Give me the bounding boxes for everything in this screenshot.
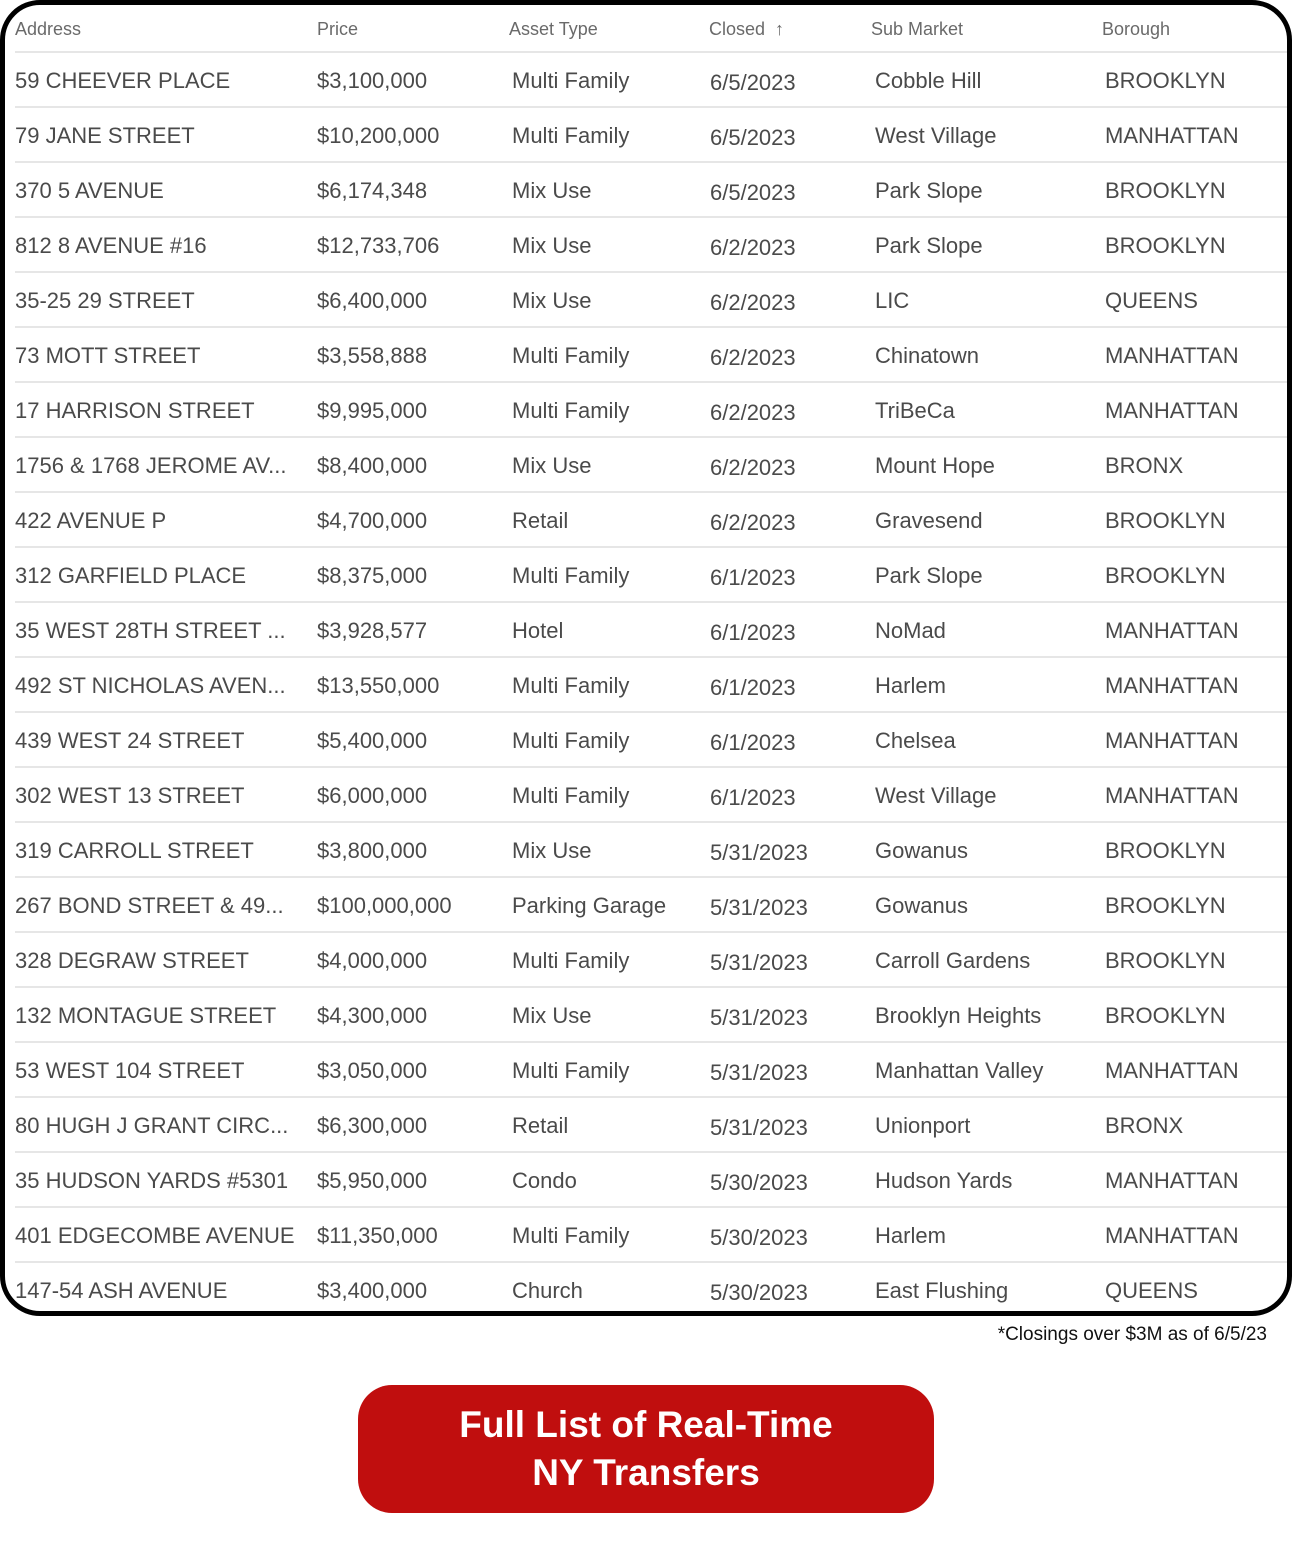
table-row[interactable] [15,603,1287,658]
cell-closed: 6/2/2023 [710,345,796,370]
header-address[interactable]: Address [15,19,82,39]
cell-borough: BROOKLYN [1105,948,1226,973]
cell-asset-type: Church [512,1278,583,1303]
table-row[interactable] [15,53,1287,108]
cell-asset-type: Multi Family [512,1058,630,1083]
table-row[interactable] [15,273,1287,328]
cell-asset-type: Parking Garage [512,893,667,918]
cell-sub-market: West Village [875,783,997,808]
cell-price: $6,300,000 [317,1113,428,1138]
cell-price: $3,100,000 [317,68,428,93]
cell-borough: MANHATTAN [1105,1058,1239,1083]
cell-closed: 6/2/2023 [710,510,796,535]
cell-address: 79 JANE STREET [15,123,195,148]
cell-closed: 6/2/2023 [710,290,796,315]
cell-closed: 6/1/2023 [710,565,796,590]
cell-price: $8,375,000 [317,563,428,588]
cell-price: $6,400,000 [317,288,428,313]
header-price[interactable]: Price [317,19,359,39]
table-row[interactable] [15,1098,1287,1153]
cell-sub-market: LIC [875,288,910,313]
cell-closed: 5/30/2023 [710,1170,808,1195]
cell-asset-type: Multi Family [512,1223,630,1248]
sort-ascending-icon: ↑ [775,19,785,39]
cell-asset-type: Multi Family [512,563,630,588]
cell-sub-market: NoMad [875,618,946,643]
cell-sub-market: Gowanus [875,838,968,863]
cell-price: $6,000,000 [317,783,428,808]
cell-address: 53 WEST 104 STREET [15,1058,245,1083]
cell-borough: MANHATTAN [1105,1168,1239,1193]
cell-price: $11,350,000 [317,1223,438,1248]
cell-closed: 6/5/2023 [710,70,796,95]
cell-sub-market: Park Slope [875,233,983,258]
cell-asset-type: Mix Use [512,288,592,313]
cell-price: $4,000,000 [317,948,428,973]
table-row[interactable] [15,988,1287,1043]
cell-price: $6,174,348 [317,178,428,203]
cell-closed: 6/1/2023 [710,620,796,645]
cell-price: $9,995,000 [317,398,428,423]
table-row[interactable] [15,438,1287,493]
cell-sub-market: Unionport [875,1113,971,1138]
cell-asset-type: Mix Use [512,233,592,258]
cell-closed: 5/30/2023 [710,1225,808,1250]
cell-borough: BROOKLYN [1105,563,1226,588]
cell-asset-type: Mix Use [512,453,592,478]
cell-sub-market: Harlem [875,1223,946,1248]
cell-borough: MANHATTAN [1105,618,1239,643]
cell-borough: BRONX [1105,453,1184,478]
cell-borough: BROOKLYN [1105,1003,1226,1028]
cell-address: 35 WEST 28TH STREET ... [15,618,286,643]
cell-sub-market: Gowanus [875,893,968,918]
cell-borough: MANHATTAN [1105,673,1239,698]
cell-sub-market: Carroll Gardens [875,948,1031,973]
cell-sub-market: Cobble Hill [875,68,982,93]
table-row[interactable] [15,933,1287,988]
cell-address: 492 ST NICHOLAS AVEN... [15,673,286,698]
cell-asset-type: Multi Family [512,728,630,753]
header-closed-label: Closed [709,19,766,39]
cell-price: $3,400,000 [317,1278,428,1303]
cell-price: $4,300,000 [317,1003,428,1028]
cell-asset-type: Multi Family [512,398,630,423]
cell-asset-type: Condo [512,1168,577,1193]
cell-address: 328 DEGRAW STREET [15,948,249,973]
cell-address: 812 8 AVENUE #16 [15,233,207,258]
cell-closed: 6/5/2023 [710,125,796,150]
table-row[interactable] [15,218,1287,273]
cell-borough: MANHATTAN [1105,728,1239,753]
cell-sub-market: Harlem [875,673,946,698]
table-row[interactable] [15,1153,1287,1208]
cell-price: $3,558,888 [317,343,428,368]
cell-asset-type: Multi Family [512,783,630,808]
table-row[interactable] [15,108,1287,163]
cell-sub-market: Park Slope [875,178,983,203]
cell-price: $100,000,000 [317,893,452,918]
cell-address: 132 MONTAGUE STREET [15,1003,277,1028]
cell-asset-type: Multi Family [512,673,630,698]
footnote: *Closings over $3M as of 6/5/23 [997,1324,1267,1345]
cell-closed: 5/31/2023 [710,950,808,975]
cell-asset-type: Mix Use [512,838,592,863]
cell-address: 35 HUDSON YARDS #5301 [15,1168,289,1193]
cell-sub-market: Chinatown [875,343,979,368]
cell-price: $5,400,000 [317,728,428,753]
table-row[interactable] [15,383,1287,438]
cell-borough: MANHATTAN [1105,398,1239,423]
cell-closed: 5/31/2023 [710,840,808,865]
cell-price: $8,400,000 [317,453,428,478]
cell-address: 17 HARRISON STREET [15,398,255,423]
cell-borough: BROOKLYN [1105,68,1226,93]
cell-borough: MANHATTAN [1105,1223,1239,1248]
cell-closed: 6/2/2023 [710,235,796,260]
cell-borough: BROOKLYN [1105,838,1226,863]
cell-address: 1756 & 1768 JEROME AV... [15,453,287,478]
cell-closed: 6/1/2023 [710,675,796,700]
cell-price: $12,733,706 [317,233,440,258]
full-list-button[interactable] [358,1385,934,1513]
table-row[interactable] [15,823,1287,878]
cell-closed: 6/1/2023 [710,785,796,810]
cell-borough: QUEENS [1105,1278,1198,1303]
cell-address: 422 AVENUE P [15,508,167,533]
cell-price: $5,950,000 [317,1168,428,1193]
cell-sub-market: East Flushing [875,1278,1009,1303]
table-row[interactable] [15,493,1287,548]
header-asset-type[interactable]: Asset Type [509,19,598,39]
cell-sub-market: Park Slope [875,563,983,588]
cell-asset-type: Multi Family [512,68,630,93]
cell-address: 370 5 AVENUE [15,178,164,203]
cell-borough: BRONX [1105,1113,1184,1138]
cell-price: $3,928,577 [317,618,428,643]
cell-address: 147-54 ASH AVENUE [15,1278,228,1303]
cell-address: 59 CHEEVER PLACE [15,68,231,93]
cell-sub-market: Chelsea [875,728,956,753]
cell-sub-market: Gravesend [875,508,983,533]
cell-address: 302 WEST 13 STREET [15,783,245,808]
cell-sub-market: Brooklyn Heights [875,1003,1042,1028]
cell-closed: 5/31/2023 [710,895,808,920]
cell-sub-market: TriBeCa [875,398,955,423]
cell-address: 439 WEST 24 STREET [15,728,245,753]
cell-sub-market: Mount Hope [875,453,995,478]
cell-borough: MANHATTAN [1105,343,1239,368]
table-row[interactable] [15,1263,1287,1316]
table-row[interactable] [15,163,1287,218]
table-row[interactable] [15,878,1287,933]
table-row[interactable] [15,1043,1287,1098]
table-row[interactable] [15,658,1287,713]
header-sub-market[interactable]: Sub Market [871,19,964,39]
cta-line-1: Full List of Real-Time [459,1404,833,1445]
cell-closed: 6/1/2023 [710,730,796,755]
cta-line-2: NY Transfers [532,1452,760,1493]
cell-asset-type: Multi Family [512,123,630,148]
cell-closed: 5/31/2023 [710,1115,808,1140]
cell-sub-market: Manhattan Valley [875,1058,1044,1083]
cell-address: 319 CARROLL STREET [15,838,254,863]
cell-sub-market: Hudson Yards [875,1168,1013,1193]
cell-price: $3,800,000 [317,838,428,863]
table-row[interactable] [15,328,1287,383]
table-header [15,5,1287,53]
cell-address: 73 MOTT STREET [15,343,201,368]
header-closed[interactable] [709,19,784,40]
cell-asset-type: Retail [512,508,569,533]
cell-closed: 6/2/2023 [710,455,796,480]
cell-borough: QUEENS [1105,288,1198,313]
header-borough[interactable]: Borough [1102,19,1171,39]
cell-asset-type: Retail [512,1113,569,1138]
cell-borough: BROOKLYN [1105,233,1226,258]
cell-borough: BROOKLYN [1105,508,1226,533]
cell-closed: 5/31/2023 [710,1060,808,1085]
cell-price: $10,200,000 [317,123,440,148]
cell-borough: MANHATTAN [1105,123,1239,148]
cell-sub-market: West Village [875,123,997,148]
cell-closed: 6/2/2023 [710,400,796,425]
cell-price: $3,050,000 [317,1058,428,1083]
cell-closed: 6/5/2023 [710,180,796,205]
table-row[interactable] [15,548,1287,603]
cell-asset-type: Multi Family [512,343,630,368]
cell-address: 312 GARFIELD PLACE [15,563,247,588]
cell-asset-type: Multi Family [512,948,630,973]
cell-asset-type: Mix Use [512,1003,592,1028]
cell-address: 35-25 29 STREET [15,288,195,313]
table-row[interactable] [15,1208,1287,1263]
cell-address: 267 BOND STREET & 49... [15,893,284,918]
table-row[interactable] [15,713,1287,768]
cell-borough: BROOKLYN [1105,178,1226,203]
cell-closed: 5/30/2023 [710,1280,808,1305]
cell-price: $13,550,000 [317,673,440,698]
cell-address: 80 HUGH J GRANT CIRC... [15,1113,289,1138]
cell-asset-type: Mix Use [512,178,592,203]
cell-price: $4,700,000 [317,508,428,533]
cell-borough: BROOKLYN [1105,893,1226,918]
cell-closed: 5/31/2023 [710,1005,808,1030]
cell-address: 401 EDGECOMBE AVENUE [15,1223,295,1248]
cell-borough: MANHATTAN [1105,783,1239,808]
table-row[interactable] [15,768,1287,823]
cell-asset-type: Hotel [512,618,564,643]
